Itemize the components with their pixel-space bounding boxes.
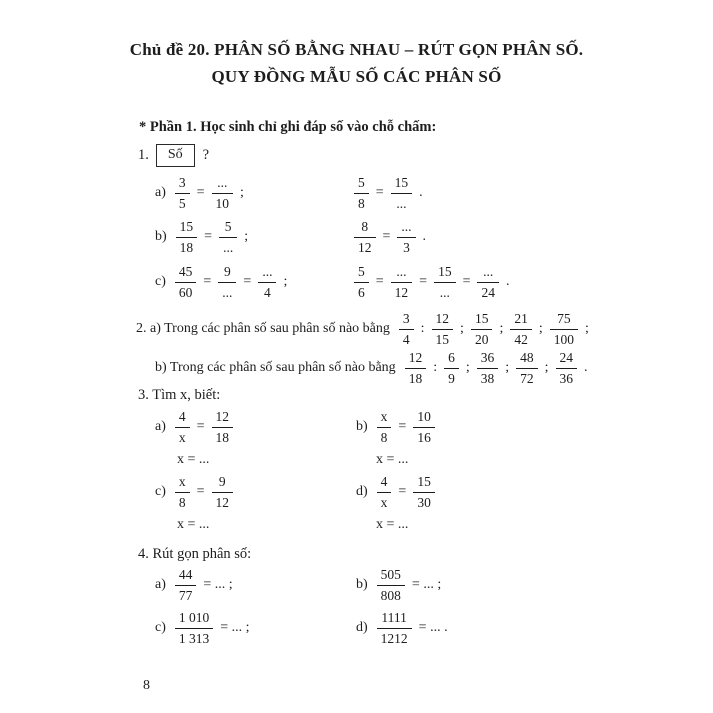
- fraction-denominator: 15: [435, 331, 450, 347]
- expression-text: ;: [584, 321, 589, 336]
- fraction: [399, 310, 414, 348]
- fraction: [413, 408, 435, 446]
- fraction: [175, 473, 190, 511]
- fraction-denominator: 6: [358, 284, 365, 300]
- fraction-denominator: 4: [402, 331, 410, 347]
- fraction: [434, 263, 456, 301]
- fraction-denominator: 9: [448, 370, 455, 386]
- fraction-numerator: x: [377, 408, 392, 428]
- fraction: [377, 473, 392, 511]
- fraction: [397, 218, 415, 256]
- fraction: [354, 174, 369, 212]
- expression-text: =: [204, 229, 213, 244]
- fraction: [377, 408, 392, 446]
- fraction-numerator: 10: [413, 408, 435, 428]
- answer-blank-3b: x = ...: [376, 452, 409, 467]
- fraction-denominator: 24: [481, 284, 495, 300]
- fraction-numerator: 36: [477, 349, 499, 369]
- fraction: [219, 218, 237, 256]
- fraction-denominator: 16: [417, 429, 431, 445]
- exercise-1b-right-expression: [352, 216, 431, 258]
- answer-blank-3a: x = ...: [177, 452, 210, 467]
- expression-text: =: [462, 274, 471, 289]
- fraction-denominator: 8: [358, 195, 365, 211]
- expression-text: b): [356, 419, 368, 434]
- expression-text: .: [505, 274, 510, 289]
- fraction-denominator: ...: [223, 239, 234, 255]
- fraction: [413, 473, 435, 511]
- fraction: [444, 349, 459, 387]
- fraction-numerator: 44: [175, 566, 197, 586]
- fraction-numerator: ...: [212, 174, 234, 194]
- fraction-numerator: 24: [556, 349, 578, 369]
- page-number: 8: [143, 678, 150, 693]
- exercise-3c-expression: [155, 471, 235, 513]
- fraction: [212, 408, 234, 446]
- fraction-denominator: 18: [408, 370, 423, 386]
- fraction: [175, 408, 190, 446]
- fraction-numerator: 6: [444, 349, 459, 369]
- fraction: [477, 349, 499, 387]
- fraction-denominator: 8: [380, 429, 388, 445]
- fraction-denominator: 42: [514, 331, 528, 347]
- expression-text: b): [155, 229, 167, 244]
- expression-text: a): [155, 185, 166, 200]
- expression-text: =: [375, 185, 384, 200]
- expression-text: = ... ;: [220, 620, 250, 635]
- expression-text: =: [398, 484, 407, 499]
- fraction-numerator: 8: [354, 218, 376, 238]
- expression-text: d): [356, 484, 368, 499]
- fraction-numerator: 5: [354, 263, 369, 283]
- expression-text: ;: [465, 360, 470, 375]
- question-mark: ?: [202, 147, 210, 163]
- fraction-numerator: 15: [434, 263, 456, 283]
- expression-text: .: [584, 360, 588, 375]
- fraction: [391, 263, 413, 301]
- fraction-numerator: ...: [397, 218, 415, 238]
- fraction: [175, 566, 197, 604]
- expression-text: b): [356, 577, 368, 592]
- fraction-numerator: 15: [413, 473, 435, 493]
- fraction: [354, 263, 369, 301]
- expression-text: 2. a) Trong các phân số sau phân số nào bằng: [136, 321, 390, 336]
- expression-text: ;: [240, 185, 244, 200]
- fraction-numerator: 5: [219, 218, 237, 238]
- expression-text: =: [398, 419, 407, 434]
- page-title: [0, 36, 713, 90]
- expression-text: =: [196, 419, 205, 434]
- expression-text: b) Trong các phân số sau phân số nào bằng: [155, 360, 396, 375]
- fraction-denominator: 8: [178, 494, 186, 510]
- fraction-numerator: 12: [212, 408, 234, 428]
- fraction-denominator: 18: [215, 429, 230, 445]
- fraction-denominator: ...: [222, 284, 233, 300]
- fraction-denominator: 38: [480, 370, 495, 386]
- expression-text: a): [155, 577, 166, 592]
- fraction-denominator: x: [380, 494, 388, 510]
- expression-text: d): [356, 620, 368, 635]
- fraction: [477, 263, 499, 301]
- page-title-line2: QUY ĐỒNG MẪU SỐ CÁC PHÂN SỐ: [211, 67, 502, 86]
- fraction: [405, 349, 427, 387]
- expression-text: c): [155, 620, 166, 635]
- fraction-numerator: 3: [175, 174, 190, 194]
- exercise-1c-right-expression: [352, 261, 514, 303]
- fraction-denominator: 5: [178, 195, 186, 211]
- fraction-numerator: 3: [399, 310, 414, 330]
- fraction: [218, 263, 236, 301]
- exercise-1a-right-expression: [352, 172, 428, 214]
- fraction-denominator: ...: [439, 284, 450, 300]
- fraction-denominator: 20: [474, 331, 489, 347]
- fraction-numerator: 21: [510, 310, 532, 330]
- expression-text: ;: [460, 321, 464, 336]
- fraction-denominator: ...: [396, 195, 407, 211]
- fraction-denominator: 60: [178, 284, 193, 300]
- fraction-numerator: 15: [176, 218, 198, 238]
- expression-text: c): [155, 274, 166, 289]
- fraction-numerator: 4: [377, 473, 392, 493]
- fraction-numerator: 505: [377, 566, 405, 586]
- question-2a-line: [136, 308, 594, 350]
- page-title-line1: Chủ đề 20. PHÂN SỐ BẰNG NHAU – RÚT GỌN PHÂN SỐ.: [129, 40, 584, 59]
- fraction-denominator: 12: [394, 284, 409, 300]
- expression-text: ;: [244, 229, 249, 244]
- expression-text: .: [422, 229, 427, 244]
- fraction-numerator: x: [175, 473, 190, 493]
- fraction: [175, 263, 197, 301]
- fraction-numerator: 9: [218, 263, 236, 283]
- exercise-1a-left-expression: [155, 172, 249, 214]
- fraction-numerator: 45: [175, 263, 197, 283]
- fraction-denominator: 72: [520, 370, 534, 386]
- fraction-numerator: 12: [405, 349, 427, 369]
- fraction-denominator: 3: [403, 239, 410, 255]
- fraction: [212, 174, 234, 212]
- fraction-denominator: 10: [215, 195, 230, 211]
- expression-text: =: [382, 229, 391, 244]
- fraction-denominator: 1 313: [178, 630, 210, 646]
- fraction-denominator: 36: [559, 370, 573, 386]
- expression-text: =: [203, 274, 212, 289]
- fraction-numerator: ...: [477, 263, 499, 283]
- expression-text: =: [419, 274, 428, 289]
- fraction: [212, 473, 234, 511]
- answer-blank-3c: x = ...: [177, 517, 210, 532]
- expression-text: =: [375, 274, 384, 289]
- expression-text: = ... .: [418, 620, 448, 635]
- expression-text: =: [243, 274, 252, 289]
- question-1-header: [138, 144, 209, 167]
- fraction-numerator: 12: [432, 310, 454, 330]
- expression-text: ;: [505, 360, 510, 375]
- expression-text: :: [433, 360, 438, 375]
- boxed-word-so: Số: [156, 144, 195, 167]
- fraction: [377, 609, 412, 647]
- fraction-denominator: x: [178, 429, 186, 445]
- fraction: [176, 218, 198, 256]
- fraction: [432, 310, 454, 348]
- expression-text: :: [420, 321, 425, 336]
- fraction-denominator: 30: [417, 494, 431, 510]
- fraction-numerator: 9: [212, 473, 234, 493]
- fraction-denominator: 808: [380, 587, 401, 603]
- exercise-1b-left-expression: [155, 216, 253, 258]
- fraction-numerator: 4: [175, 408, 190, 428]
- fraction-denominator: 100: [553, 331, 574, 347]
- fraction: [175, 174, 190, 212]
- exercise-4a-expression: [155, 564, 238, 606]
- fraction: [516, 349, 538, 387]
- expression-text: = ... ;: [411, 577, 442, 592]
- fraction: [258, 263, 276, 301]
- fraction-denominator: 12: [215, 494, 230, 510]
- question-1-number: 1.: [138, 147, 149, 163]
- fraction: [377, 566, 405, 604]
- fraction-numerator: 75: [550, 310, 578, 330]
- expression-text: .: [419, 185, 423, 200]
- exercise-4d-expression: [356, 607, 453, 649]
- question-4-heading: 4. Rút gọn phân số:: [138, 546, 252, 562]
- expression-text: =: [196, 185, 205, 200]
- expression-text: ;: [538, 321, 543, 336]
- question-2b-line: [155, 347, 593, 389]
- fraction-numerator: ...: [391, 263, 413, 283]
- fraction-denominator: 4: [264, 284, 271, 300]
- fraction-numerator: 1 010: [175, 609, 213, 629]
- fraction: [556, 349, 578, 387]
- exercise-4b-expression: [356, 564, 446, 606]
- fraction-numerator: 1111: [377, 609, 412, 629]
- fraction-numerator: 48: [516, 349, 538, 369]
- fraction: [175, 609, 213, 647]
- exercise-3d-expression: [356, 471, 437, 513]
- fraction: [550, 310, 578, 348]
- expression-text: ;: [283, 274, 288, 289]
- fraction-numerator: 15: [391, 174, 413, 194]
- fraction: [391, 174, 413, 212]
- expression-text: a): [155, 419, 166, 434]
- exercise-1c-left-expression: [155, 261, 292, 303]
- fraction-numerator: ...: [258, 263, 276, 283]
- expression-text: =: [196, 484, 205, 499]
- exercise-3a-expression: [155, 406, 235, 448]
- question-3-heading: 3. Tìm x, biết:: [138, 387, 221, 403]
- fraction-numerator: 5: [354, 174, 369, 194]
- fraction-denominator: 1212: [380, 630, 408, 646]
- fraction-denominator: 77: [178, 587, 193, 603]
- fraction-denominator: 18: [179, 239, 194, 255]
- fraction: [510, 310, 532, 348]
- expression-text: c): [155, 484, 166, 499]
- fraction-denominator: 12: [358, 239, 372, 255]
- fraction: [471, 310, 493, 348]
- expression-text: = ... ;: [203, 577, 233, 592]
- exercise-4c-expression: [155, 607, 255, 649]
- fraction: [354, 218, 376, 256]
- expression-text: ;: [544, 360, 549, 375]
- fraction-numerator: 15: [471, 310, 493, 330]
- exercise-3b-expression: [356, 406, 437, 448]
- expression-text: ;: [499, 321, 504, 336]
- answer-blank-3d: x = ...: [376, 517, 409, 532]
- section-heading: * Phần 1. Học sinh chỉ ghi đáp số vào chỗ chấm:: [139, 119, 437, 135]
